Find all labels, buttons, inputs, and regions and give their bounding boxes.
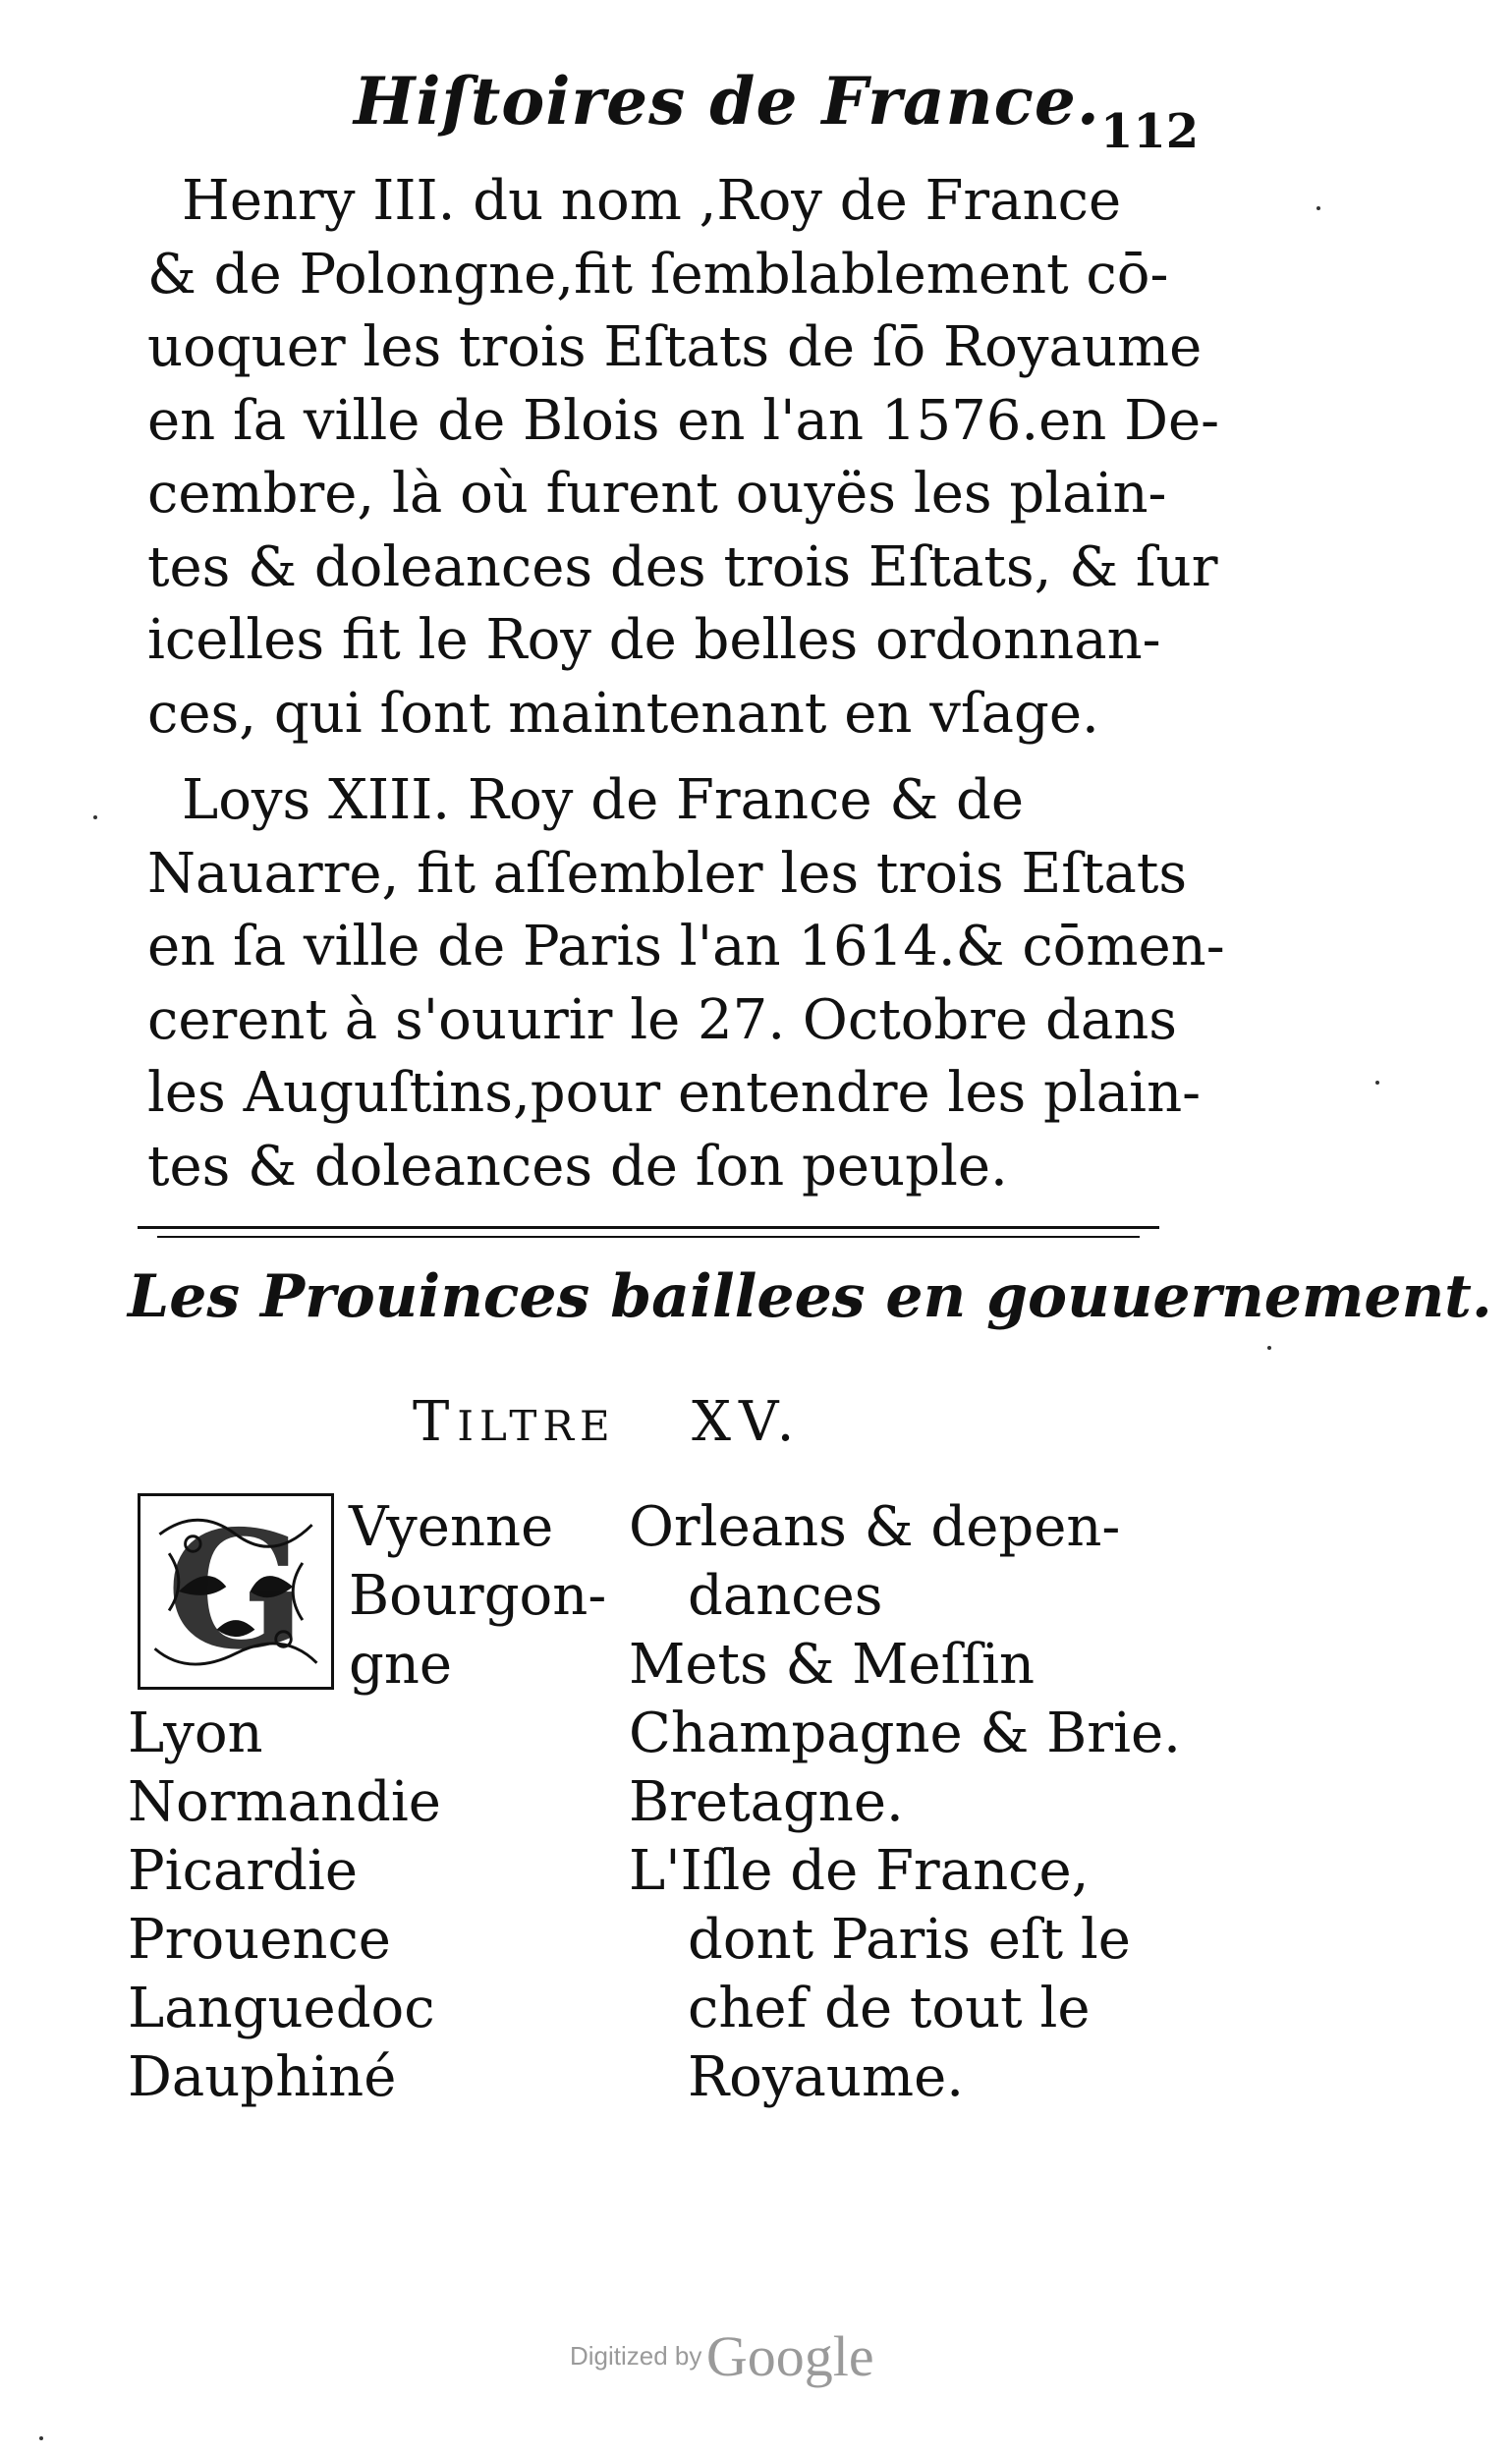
provinces-right-column (629, 1493, 1218, 2112)
paragraph-loys-xiii (147, 764, 1225, 1203)
text-line: Nauarre, fit aſſembler les trois Eſtats (147, 841, 1188, 906)
page-number: 112 (1100, 104, 1200, 159)
title-number: XV. (692, 1390, 803, 1454)
text-line: cembre, là où furent ouyës les plain- (147, 462, 1167, 526)
section-title (413, 1390, 803, 1454)
text-line: & de Polongne,fit ſemblablement cō- (147, 242, 1169, 307)
text-line: les Auguſtins,pour entendre les plain- (147, 1061, 1202, 1125)
watermark-prefix: Digitized by (570, 2341, 702, 2371)
section-heading: Les Prouinces baillees en gouuernement. (128, 1262, 1492, 1331)
paper-speck (1267, 1346, 1271, 1350)
province-item: Lyon (128, 1702, 263, 1765)
province-item: Dauphiné (128, 2045, 397, 2109)
digitized-watermark (570, 2323, 874, 2389)
text-line: icelles fit le Roy de belles ordonnan- (147, 608, 1161, 672)
watermark-brand: Google (705, 2324, 874, 2388)
text-line: en ſa ville de Paris l'an 1614.& cōmen- (147, 915, 1225, 978)
province-item: Vyenne (349, 1495, 554, 1559)
running-title: Hiſtoires de France. (354, 63, 1100, 140)
ornamental-drop-cap-g (138, 1493, 334, 1690)
title-word: ILTRE (457, 1402, 616, 1450)
province-item: Mets & Meſſin (629, 1633, 1036, 1697)
province-item: Champagne & Brie. (629, 1702, 1181, 1765)
province-item: Orleans & depen- (629, 1495, 1121, 1559)
drop-cap-ornament-icon (140, 1496, 331, 1687)
province-item: dances (688, 1564, 883, 1628)
paper-speck (1316, 206, 1320, 210)
text-line: uoquer les trois Eſtats de ſō Royaume (147, 315, 1203, 379)
text-line: cerent à s'ouurir le 27. Octobre dans (147, 987, 1178, 1052)
paragraph-henry-iii (147, 165, 1220, 751)
paper-speck (39, 2436, 43, 2440)
province-item: gne (349, 1633, 453, 1697)
drop-cap-letter: G (166, 1496, 306, 1686)
province-item: chef de tout le (688, 1977, 1091, 2040)
text-line: tes & doleances de ſon peuple. (147, 1134, 1008, 1199)
province-item: Bretagne. (629, 1770, 904, 1834)
divider-rule (138, 1226, 1159, 1229)
province-item: Picardie (128, 1839, 359, 1903)
text-line: en ſa ville de Blois en l'an 1576.en De- (147, 388, 1220, 453)
text-line: tes & doleances des trois Eſtats, & ſur (147, 534, 1218, 599)
text-line: Henry III. du nom ,Roy de France (182, 169, 1122, 233)
paper-speck (93, 815, 97, 819)
divider-rule (157, 1236, 1140, 1238)
text-line: ces, qui ſont maintenant en vſage. (147, 681, 1099, 746)
province-item: Royaume. (688, 2045, 965, 2109)
province-item: dont Paris eſt le (688, 1908, 1131, 1972)
province-item: L'Iſle de France, (629, 1839, 1090, 1903)
title-initial: T (413, 1390, 458, 1454)
province-item: Normandie (128, 1770, 441, 1834)
text-line: Loys XIII. Roy de France & de (182, 768, 1025, 832)
paper-speck (1375, 1081, 1379, 1085)
province-item: Languedoc (128, 1977, 435, 2040)
province-item: Prouence (128, 1908, 391, 1972)
province-item: Bourgon- (349, 1564, 607, 1628)
